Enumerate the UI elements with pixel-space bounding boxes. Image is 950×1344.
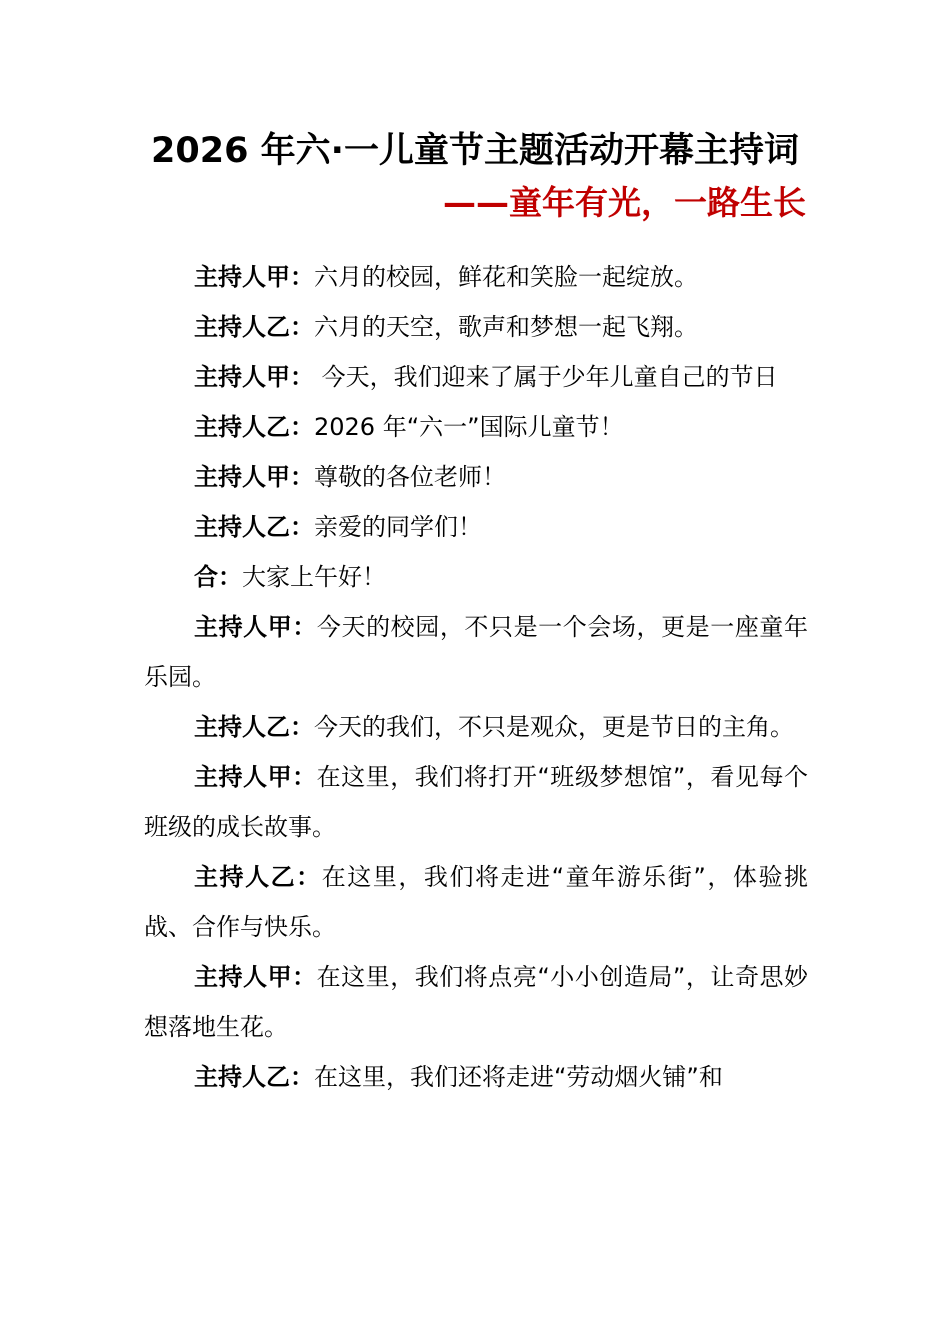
script-line (144, 402, 808, 452)
line-text: 六月的天空，歌声和梦想一起飞翔。 (314, 313, 698, 341)
speaker-label: 主持人甲： (194, 613, 317, 641)
script-line (144, 852, 808, 952)
line-text: 亲爱的同学们！ (314, 513, 482, 541)
speaker-label: 主持人乙： (194, 863, 322, 891)
document-body (144, 252, 808, 1102)
script-line (144, 702, 808, 752)
script-line (144, 352, 808, 402)
line-text: 大家上午好！ (242, 563, 386, 591)
script-line (144, 552, 808, 602)
speaker-label: 主持人甲： (194, 963, 317, 991)
speaker-label: 主持人乙： (194, 413, 314, 441)
line-text: 今天，我们迎来了属于少年儿童自己的节日 (314, 363, 778, 391)
line-text: 在这里，我们还将走进“劳动烟火铺”和 (314, 1063, 723, 1091)
speaker-label: 主持人甲： (194, 263, 314, 291)
script-line (144, 502, 808, 552)
speaker-label: 主持人甲： (194, 363, 314, 391)
script-line (144, 252, 808, 302)
speaker-label: 主持人乙： (194, 1063, 314, 1091)
script-line (144, 1052, 808, 1102)
script-line (144, 602, 808, 702)
line-text: 在这里，我们将走进“童年游乐街”，体验挑战、合作与快乐。 (144, 863, 808, 941)
speaker-label: 主持人乙： (194, 313, 314, 341)
line-text: 六月的校园，鲜花和笑脸一起绽放。 (314, 263, 698, 291)
line-text: 在这里，我们将打开“班级梦想馆”，看见每个班级的成长故事。 (144, 763, 808, 841)
script-line (144, 752, 808, 852)
speaker-label: 合： (194, 563, 242, 591)
line-text: 2026 年“六一”国际儿童节！ (314, 413, 624, 441)
script-line (144, 452, 808, 502)
script-line (144, 952, 808, 1052)
line-text: 尊敬的各位老师！ (314, 463, 506, 491)
line-text: 在这里，我们将点亮“小小创造局”，让奇思妙想落地生花。 (144, 963, 808, 1041)
speaker-label: 主持人甲： (194, 463, 314, 491)
speaker-label: 主持人乙： (194, 513, 314, 541)
speaker-label: 主持人乙： (194, 713, 314, 741)
speaker-label: 主持人甲： (194, 763, 317, 791)
document-title: 2026 年六·一儿童节主题活动开幕主持词 (151, 131, 799, 171)
document-subtitle: ——童年有光，一路生长 (443, 183, 806, 222)
script-line (144, 302, 808, 352)
line-text: 今天的校园，不只是一个会场，更是一座童年乐园。 (144, 613, 809, 691)
line-text: 今天的我们，不只是观众，更是节日的主角。 (314, 713, 794, 741)
